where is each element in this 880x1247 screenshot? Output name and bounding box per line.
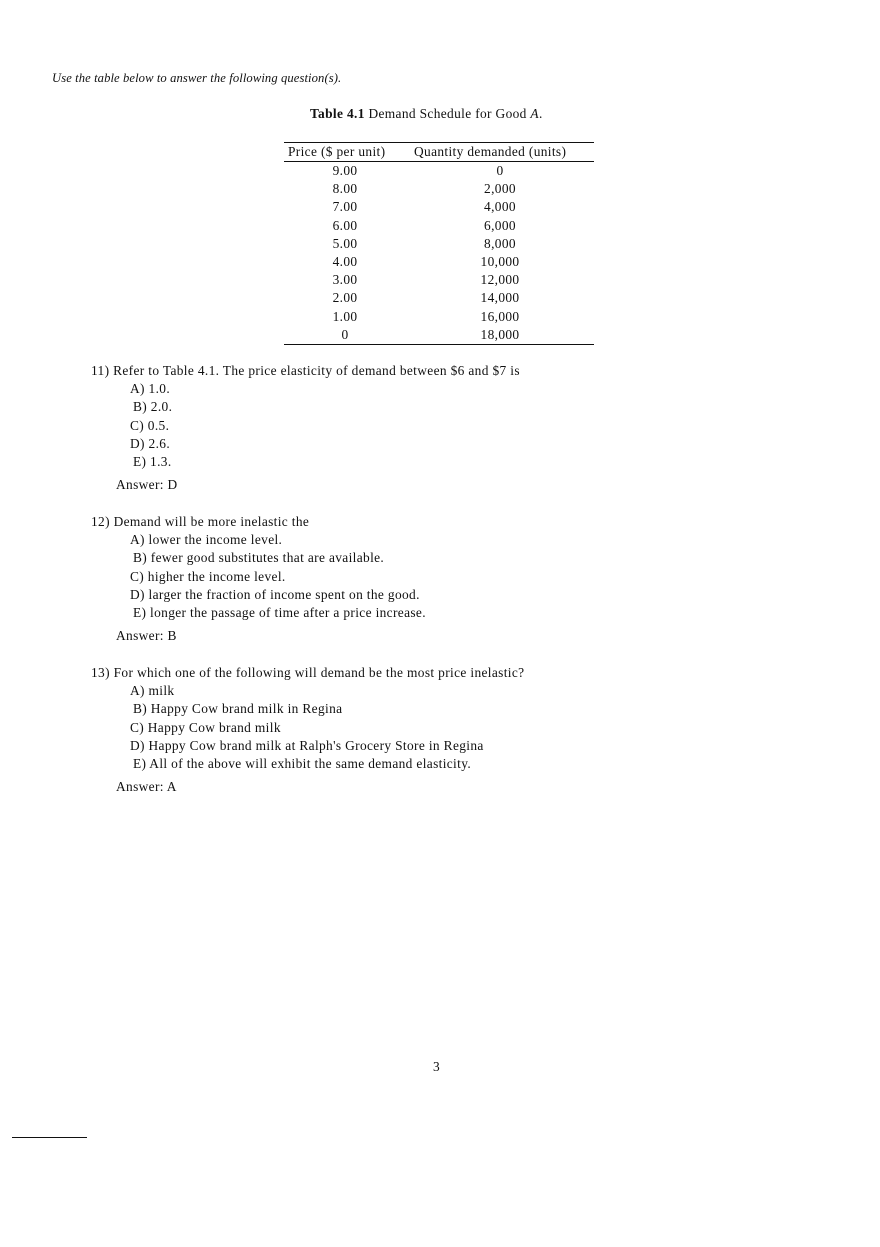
- price-cell: 6.00: [332, 217, 358, 233]
- instruction-text: Use the table below to answer the following question(s).: [52, 71, 342, 85]
- table-row: [284, 162, 594, 180]
- question-stem: 13) For which one of the following will demand be the most price inelastic?: [91, 665, 525, 680]
- quantity-cell: 4,000: [484, 199, 516, 215]
- quantity-cell: 12,000: [480, 272, 520, 288]
- quantity-cell: 6,000: [484, 217, 516, 233]
- quantity-cell: 18,000: [480, 326, 520, 342]
- quantity-cell: 16,000: [480, 308, 520, 324]
- footnote-rule: [12, 1137, 87, 1138]
- answer-option: C) higher the income level.: [130, 568, 286, 584]
- answer-option: B) Happy Cow brand milk in Regina: [133, 701, 343, 717]
- price-cell: 7.00: [332, 199, 358, 215]
- table-row: [284, 217, 594, 235]
- quantity-cell: 8,000: [484, 235, 516, 251]
- table-caption-text: Demand Schedule for Good: [368, 106, 527, 121]
- table-row: [284, 180, 594, 198]
- quantity-cell: 14,000: [480, 290, 520, 306]
- answer-option: A) milk: [130, 683, 175, 699]
- price-cell: 2.00: [332, 290, 358, 306]
- answer-option: C) Happy Cow brand milk: [130, 719, 281, 735]
- table-row: [284, 235, 594, 253]
- question-stem: 12) Demand will be more inelastic the: [91, 514, 310, 529]
- answer-option: D) 2.6.: [130, 435, 171, 451]
- table-row: [284, 326, 594, 344]
- price-cell: 3.00: [332, 272, 358, 288]
- price-cell: 1.00: [332, 308, 358, 324]
- answer-option: D) larger the fraction of income spent on the good.: [130, 586, 420, 602]
- question-11: [91, 362, 520, 494]
- answer-option: A) 1.0.: [130, 381, 171, 397]
- table-row: [284, 198, 594, 216]
- price-cell: 4.00: [332, 253, 358, 269]
- answer-option: E) longer the passage of time after a price increase.: [133, 604, 426, 620]
- table-header-row: [284, 143, 594, 162]
- answer-key: Answer: B: [116, 628, 177, 644]
- column-header-quantity: Quantity demanded (units): [414, 144, 567, 159]
- table-caption: [310, 106, 543, 122]
- answer-option: E) 1.3.: [133, 453, 172, 469]
- table-caption-label: Table 4.1: [310, 106, 365, 121]
- table-row: [284, 308, 594, 326]
- table-row: [284, 271, 594, 289]
- table-caption-variable: A: [530, 106, 539, 121]
- answer-option: E) All of the above will exhibit the same demand elasticity.: [133, 755, 472, 771]
- price-cell: 9.00: [332, 163, 358, 178]
- answer-key: Answer: D: [116, 477, 178, 493]
- question-12: [91, 513, 426, 645]
- answer-option: A) lower the income level.: [130, 532, 283, 548]
- column-header-price: Price ($ per unit): [288, 144, 386, 159]
- answer-key: Answer: A: [116, 779, 177, 795]
- answer-option: D) Happy Cow brand milk at Ralph's Grocery Store in Regina: [130, 737, 484, 753]
- quantity-cell: 0: [496, 163, 504, 178]
- quantity-cell: 2,000: [484, 181, 516, 197]
- question-stem: 11) Refer to Table 4.1. The price elasticity of demand between $6 and $7 is: [91, 363, 520, 378]
- table-body: [284, 162, 594, 344]
- question-13: [91, 664, 524, 796]
- price-cell: 5.00: [332, 235, 358, 251]
- table-row: [284, 289, 594, 307]
- price-cell: 8.00: [332, 181, 358, 197]
- price-cell: 0: [341, 326, 349, 342]
- page-number: 3: [433, 1059, 441, 1074]
- demand-schedule-table: [284, 142, 594, 345]
- quantity-cell: 10,000: [480, 253, 520, 269]
- table-caption-end: .: [538, 106, 543, 121]
- answer-option: B) 2.0.: [133, 399, 173, 415]
- answer-option: B) fewer good substitutes that are available.: [133, 550, 385, 566]
- table-row: [284, 253, 594, 271]
- answer-option: C) 0.5.: [130, 417, 170, 433]
